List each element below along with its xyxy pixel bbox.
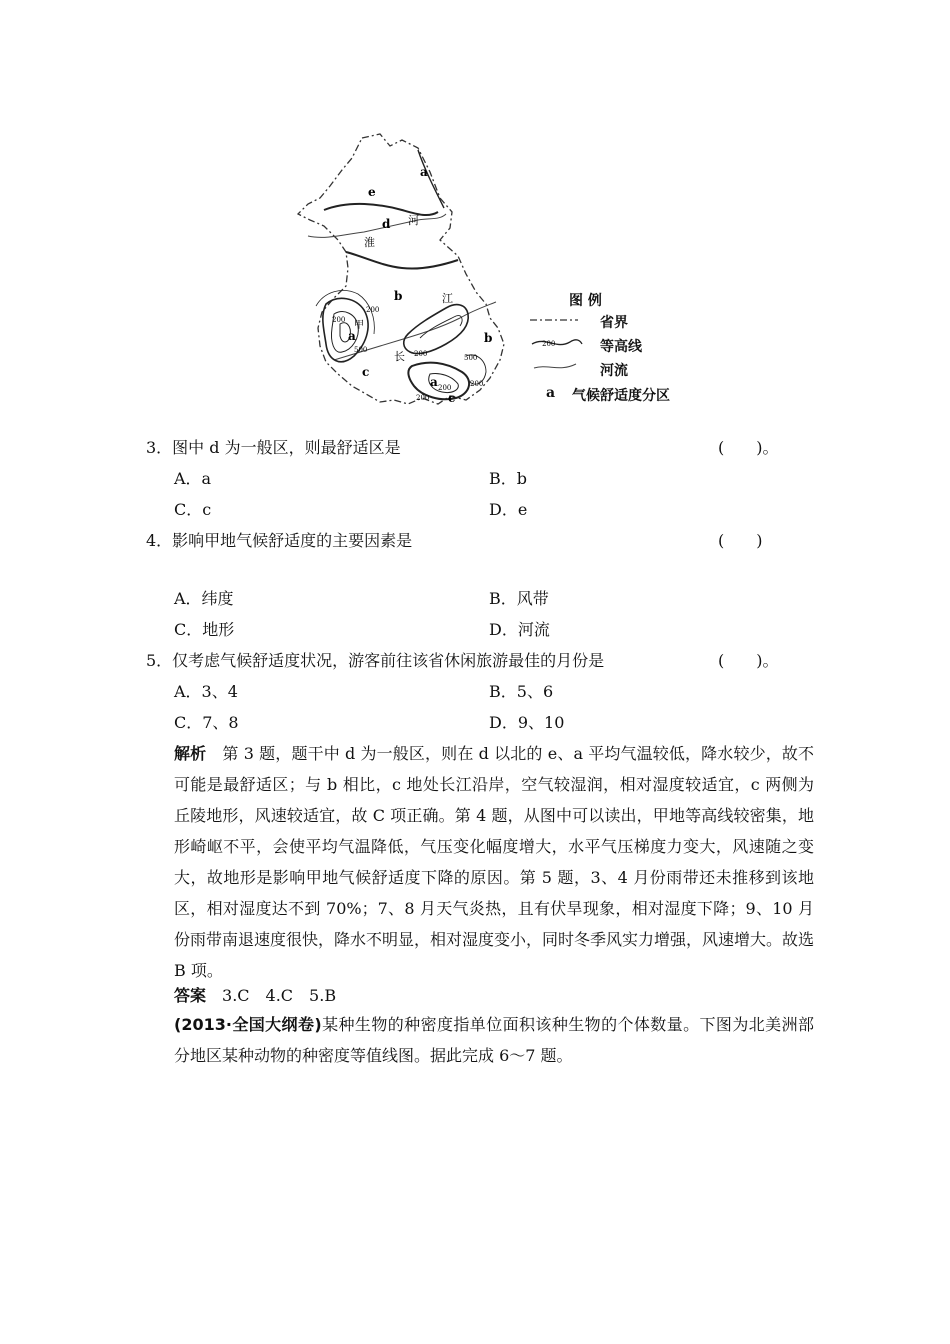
map-legend: [530, 320, 582, 368]
contour-value: 200: [366, 306, 380, 314]
q4-option-a: A．纬度: [174, 589, 234, 608]
q4-option-b: B．风带: [489, 589, 549, 608]
q5-blank: ( )。: [718, 651, 779, 670]
q3-option-d: D．e: [489, 500, 528, 519]
answer-text: 3.C 4.C 5.B: [222, 986, 337, 1005]
map-label-c: c: [362, 365, 370, 379]
climate-comfort-map: [290, 128, 700, 413]
map-label-a: a: [420, 165, 428, 179]
q5-stem: 5．仅考虑气候舒适度状况，游客前往该省休闲旅游最佳的月份是: [146, 651, 605, 670]
map-label-b2: b: [484, 331, 493, 345]
next-question-intro: [174, 1009, 814, 1071]
source-label: (2013·全国大纲卷): [174, 1015, 322, 1034]
q4-option-d: D．河流: [489, 620, 550, 639]
q4-stem: 4．影响甲地气候舒适度的主要因素是: [146, 531, 413, 550]
analysis-paragraph: [174, 738, 814, 986]
q5-option-c: C．7、8: [174, 713, 239, 732]
contour-value: 200: [438, 384, 452, 392]
analysis-text: 第 3 题，题干中 d 为一般区，则在 d 以北的 e、a 平均气温较低，降水较少，故不可能是最舒适区；与 b 相比，c 地处长江沿岸，空气较湿润，相对湿度较适宜，c 两侧为丘陵地形，风速较适宜，故 C 项正确。第 4 题，从图中可以读出，甲地等高线较密集，地形崎岖不平，会使平均气温降低，气压变化幅度增大，水平气压梯度力变大，风速随之变大，故地形是影响甲地气候舒适度下降的原因。第 5 题，3、4 月份雨带还未推移到该地区，相对湿度达不到 70%；7、8 月天气炎热，且有伏旱现象，相对湿度下降；9、10 月份雨带南退速度很快，降水不明显，相对湿度变小，同时冬季风实力增强，风速增大。故选 B 项。: [174, 744, 815, 980]
legend-contour-symbol: [532, 340, 582, 345]
river-label-jiang: 江: [442, 292, 453, 305]
contour-value: 500: [354, 346, 368, 354]
q3-option-b: B．b: [489, 469, 528, 488]
analysis-label: 解析: [174, 744, 207, 763]
map-label-c2: c: [448, 391, 456, 405]
contour-value: 200: [414, 350, 428, 358]
q5-option-a: A．3、4: [174, 682, 238, 701]
legend-label-river: 河流: [600, 363, 628, 379]
answer-line: [174, 986, 336, 1006]
q5-option-d: D．9、10: [489, 713, 565, 732]
answer-label: 答案: [174, 986, 207, 1005]
contour-value: 500: [464, 354, 478, 362]
legend-contour-sample: 200: [542, 340, 556, 348]
q3-option-c: C．c: [174, 500, 212, 519]
contour-value: 200: [332, 316, 346, 324]
q3-option-a: A．a: [174, 469, 212, 488]
contour-value: 200: [470, 380, 484, 388]
map-label-d: d: [382, 217, 391, 231]
legend-letter-sample: a: [546, 385, 556, 401]
q3-stem: 3．图中 d 为一般区，则最舒适区是: [146, 438, 401, 457]
map-label-e: e: [368, 185, 376, 199]
intro-text: 某种生物的种密度指单位面积该种生物的个体数量。下图为北美洲部分地区某种动物的种密度等值线图。据此完成 6～7 题。: [174, 1015, 814, 1065]
legend-river-symbol: [534, 364, 576, 368]
map-label-b: b: [394, 289, 403, 303]
map-label-a3: a: [430, 375, 438, 389]
river-label-he: 河: [408, 214, 419, 227]
q5-option-b: B．5、6: [489, 682, 554, 701]
q4-option-c: C．地形: [174, 620, 235, 639]
map-label-a2: a: [348, 329, 356, 343]
q3-blank: ( )。: [718, 438, 779, 457]
river-label-huai: 淮: [364, 236, 375, 249]
legend-label-contour: 等高线: [600, 339, 642, 355]
place-label-jia: 甲: [354, 320, 364, 331]
legend-title: 图 例: [569, 293, 602, 309]
river-label-chang: 长: [394, 350, 405, 363]
legend-label-border: 省界: [600, 315, 628, 331]
province-border: [298, 134, 504, 404]
legend-label-zone: 气候舒适度分区: [572, 388, 670, 404]
contour-value: 200: [416, 394, 430, 402]
q4-blank: ( ): [718, 531, 763, 550]
